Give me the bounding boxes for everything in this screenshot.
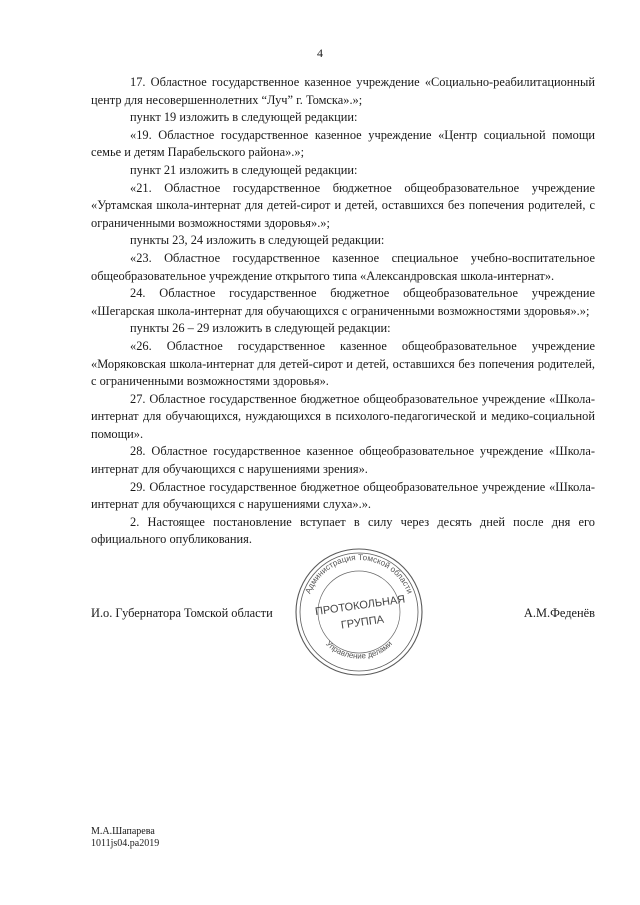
paragraph-item-17: 17. Областное государственное казенное учреждение «Социально-реабилитационный центр для несовершеннолетних “Луч” г. Томска».»; (91, 75, 595, 107)
page-number: 4 (317, 46, 323, 60)
paragraph-item-29: 29. Областное государственное бюджетное общеобразовательное учреждение «Школа-интернат для обучающихся с нарушениями слуха».». (91, 479, 595, 512)
document-body (91, 74, 595, 549)
paragraph-item-21: «21. Областное государственное бюджетное общеобразовательное учреждение «Уртамская школа-интернат для детей-сирот и детей, оставшихся без попечения родителей, с ограниченными возможностями здоровья».»; (91, 180, 595, 230)
stamp-ring-text-holder (304, 553, 415, 595)
paragraph-effective-date: 2. Настоящее постановление вступает в силу через десять дней после дня его официального опубликования. (91, 514, 595, 547)
paragraph-item-19: «19. Областное государственное казенное учреждение «Центр социальной помощи семье и детям Парабельского района».»; (91, 127, 595, 160)
paragraph-instruction-26-29: пункты 26 – 29 изложить в следующей редакции: (130, 321, 391, 336)
stamp-ring-text: Администрация Томской области (303, 552, 415, 596)
paragraph-instruction-23-24: пункты 23, 24 изложить в следующей редакции: (130, 233, 385, 248)
paragraph-item-27: 27. Областное государственное бюджетное общеобразовательное учреждение «Школа-интернат для обучающихся, нуждающихся в психолого-педагогической и медико-социальной помощи». (91, 391, 595, 441)
signatory-name: А.М.Феденёв (523, 606, 595, 620)
paragraph-item-26: «26. Областное государственное казенное общеобразовательное учреждение «Моряковская школа-интернат для детей-сирот и детей, оставшихся без попечения родителей, с ограниченными возможностями здоровья». (91, 338, 595, 389)
signatory-title: И.о. Губернатора Томской области (91, 606, 273, 620)
stamp-bottom-text: Управление делами (324, 639, 394, 661)
stamp-line-2: ГРУППА (340, 613, 385, 632)
stamp-bottom-text-holder (324, 639, 394, 660)
paragraph-item-23: «23. Областное государственное казенное специальное учебно-воспитательное общеобразовательное учреждение открытого типа «Александровская школа-интернат». (91, 250, 595, 283)
footer-author: М.А.Шапарева (91, 826, 155, 837)
paragraph-instruction-21: пункт 21 изложить в следующей редакции: (130, 162, 358, 177)
paragraph-item-24: 24. Областное государственное бюджетное общеобразовательное учреждение «Шегарская школа-интернат для обучающихся с ограниченными возможностями здоровья».»; (91, 286, 595, 318)
official-stamp (293, 546, 425, 678)
document-footer (91, 826, 159, 850)
paragraph-item-28: 28. Областное государственное казенное общеобразовательное учреждение «Школа-интернат для обучающихся с нарушениями зрения». (91, 444, 595, 477)
stamp-line-1: ПРОТОКОЛЬНАЯ (314, 593, 406, 619)
paragraph-instruction-19: пункт 19 изложить в следующей редакции: (130, 110, 358, 125)
footer-code: 1011js04.pa2019 (91, 838, 160, 849)
